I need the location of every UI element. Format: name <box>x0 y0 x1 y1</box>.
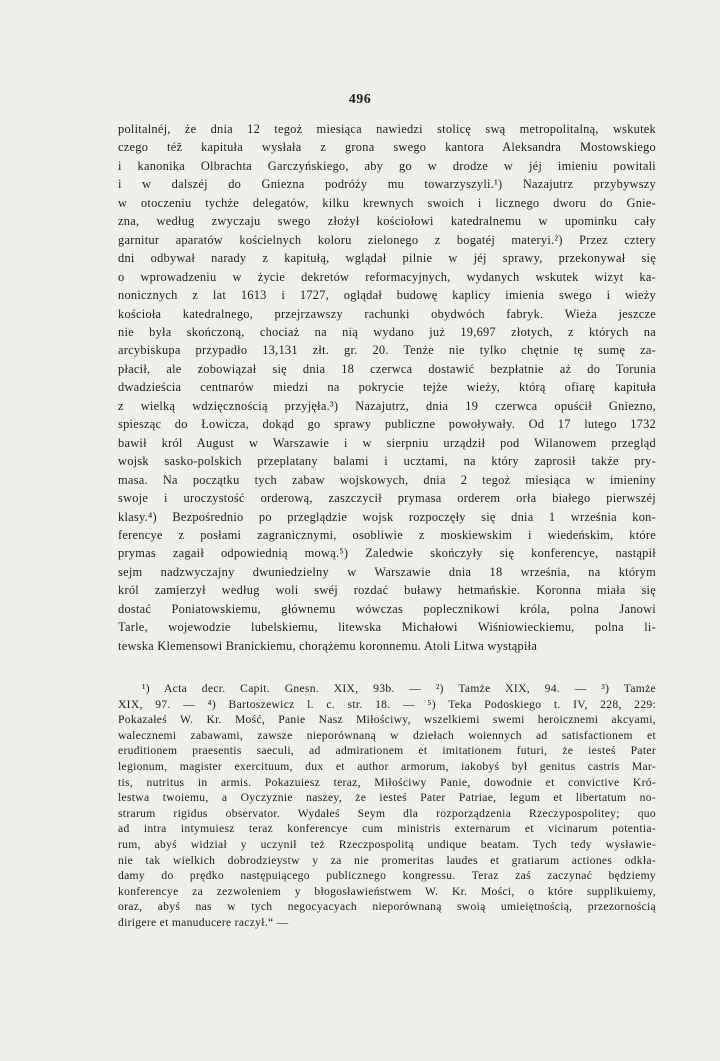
body-line: tewska Klemensowi Branickiemu, chorążemu koronnemu. Atoli Litwa wystąpiła <box>118 638 538 653</box>
footnote-line: ad intra intymuiesz teraz konferencye cum ministris externarum et vicinarum potentia- <box>118 822 656 836</box>
body-line: w otoczeniu tychże delegatów, kilku krewnych swoich i licznego dworu do Gnie- <box>118 195 656 210</box>
footnote-line: eruditionem praesentis saeculi, ad admirationem et imitationem futuri, że iesteś Pater <box>118 744 656 758</box>
body-line: z wielką wdzięcznością przyjęła.³) Nazajutrz, dnia 19 czerwca opuścił Gniezno, <box>118 398 656 413</box>
body-line: i w dalszéj do Gniezna podróży mu towarzyszyli.¹) Nazajutrz przybywszy <box>118 177 656 192</box>
body-text <box>118 120 656 655</box>
body-line: dostać Poniatowskiemu, głównemu wówczas poplecznikowi króla, polna Janowi <box>118 601 656 616</box>
body-line: dwadzieścia centnarów miedzi na pokrycie tejże wieży, którą ofiarę kapituła <box>118 380 656 395</box>
body-line: wojsk sasko-polskich przeplatany balami i ucztami, na który zaprosił także pry- <box>118 454 656 469</box>
body-line: płacił, ale zobowiązał się dnia 18 czerwca dostawić bezpłatnie aż do Torunia <box>118 361 656 376</box>
body-line: zna, według zwyczaju swego złożył kościołowi katedralnemu w upominku cały <box>118 214 656 229</box>
footnote-line: dirigere et manuducere raczył.“ — <box>118 915 289 929</box>
body-line: król zamierzył według woli swéj rozdać buławy hetmańskie. Koronna miała się <box>118 583 656 598</box>
footnote-line: konferencye za zezwoleniem y błogosławieństwem W. Kr. Mości, o które supplikuiemy, <box>118 884 656 898</box>
body-line: politalnéj, że dnia 12 tegoż miesiąca nawiedzi stolicę swą metropolitalną, wskutek <box>118 122 656 136</box>
body-line: prymas zagaił odpowiednią mową.⁵) Zaledwie skończyły się konferencye, nastąpił <box>118 546 656 561</box>
footnote-line: Pokazałeś W. Kr. Mość, Panie Nasz Miłościwy, wszelkiemi swemi heroicznemi akcyami, <box>118 713 656 727</box>
body-line: spiesząc do Łowicza, dokąd go sprawy publiczne powoływały. Od 17 lutego 1732 <box>118 417 656 432</box>
body-line: nonicznych z lat 1613 i 1727, oglądał budowę kaplicy imienia swego i wieży <box>118 288 656 303</box>
footnote-line: legionum, magister exercituum, dux et author armorum, iakobyś był genitus castris Mar- <box>118 759 656 773</box>
footnote-line: ¹) Acta decr. Capit. Gnesn. XIX, 93b. — ²) Tamże XIX, 94. — ³) Tamże <box>142 682 656 695</box>
body-line: sejm nadzwyczajny dwuniedzielny w Warszawie dnia 18 września, na którym <box>118 564 656 579</box>
body-line: masa. Na początku tych zabaw wojskowych, dnia 2 tegoż miesiąca w imieniny <box>118 472 656 487</box>
body-line: bawił król August w Warszawie i w sierpniu urządził pod Wilanowem przegląd <box>118 435 656 450</box>
body-line: Tarle, wojewodzie lubelskiemu, litewska Michałowi Wiśniowieckiemu, polna li- <box>118 620 656 635</box>
page-number: 496 <box>348 92 372 107</box>
body-line: nie była skończoną, chociaż na nią wydano już 19,697 złotych, z których na <box>118 324 656 339</box>
body-line: arcybiskupa przypadło 13,131 złt. gr. 20. Tenże nie tylko chętnie tę sumę za- <box>118 343 656 358</box>
body-line: garnitur aparatów kościelnych koloru zielonego z bogatéj materyi.²) Przez cztery <box>118 232 656 247</box>
body-line: kościoła katedralnego, przejrzawszy rachunki obydwóch fabryk. Wieża jeszcze <box>118 306 656 321</box>
footnotes <box>118 681 656 931</box>
footnote-line: tis, nutritus in armis. Pokazuiesz teraz, Miłościwy Panie, dowodnie et convictive Kró- <box>118 775 656 789</box>
body-line: dni odbywał narady z kapitułą, wglądał pilnie w jéj sprawy, przekonywał się <box>118 251 656 266</box>
footnote-line: rum, abyś widział y uczynił też Rzeczpospolitą undique beatam. Tych tedy wysławie- <box>118 837 656 851</box>
footnote-line: XIX, 97. — ⁴) Bartoszewicz l. c. str. 18. — ⁵) Teka Podoskiego t. IV, 228, 229: <box>118 697 656 711</box>
body-line: klasy.⁴) Bezpośrednio po przeglądzie wojsk rozpoczęły się dnia 1 września kon- <box>118 509 656 524</box>
footnote-line: lestwa twoiemu, a Oyczyznie naszey, że iesteś Pater Patriae, legum et libertatum no- <box>118 791 656 805</box>
body-line: czego též kapituła wysłała z grona swego kantora Aleksandra Mostowskiego <box>118 140 656 155</box>
body-line: o wprowadzeniu w życie dekretów reformacyjnych, wydanych wskutek wizyt ka- <box>118 269 656 284</box>
footnote-line: oraz, abyś nas w tych negocyacyach nieporównaną swoią umieiętnością, przezornością <box>118 900 656 914</box>
footnote-line: strarum rigidus observator. Wydałeś Seym dla rozporządzenia Rzeczypospolitey; quo <box>118 806 656 820</box>
footnote-line: nie tak wielkich dobrodzieystw y za nie promeritas laudes et gratiarum actiones odkła- <box>118 853 656 867</box>
body-line: i kanonika Olbrachta Garczyńskiego, aby go w drodze w jéj imieniu powitali <box>118 158 656 173</box>
body-line: swoje i uroczystość orderową, zaszczycił prymasa orderem orła białego pierwszéj <box>118 491 656 506</box>
footnote-line: damy do prędko następuiącego publicznego kongressu. Teraz zaś zaczynać będziemy <box>118 869 656 883</box>
body-line: ferencye z posłami zagranicznymi, osobliwie z moskiewskim i wiedeńskim, które <box>118 527 656 542</box>
footnote-line: walecznemi zabawami, zawsze nieporównaną w dziełach woiennych ad satisfactionem et <box>118 728 656 742</box>
